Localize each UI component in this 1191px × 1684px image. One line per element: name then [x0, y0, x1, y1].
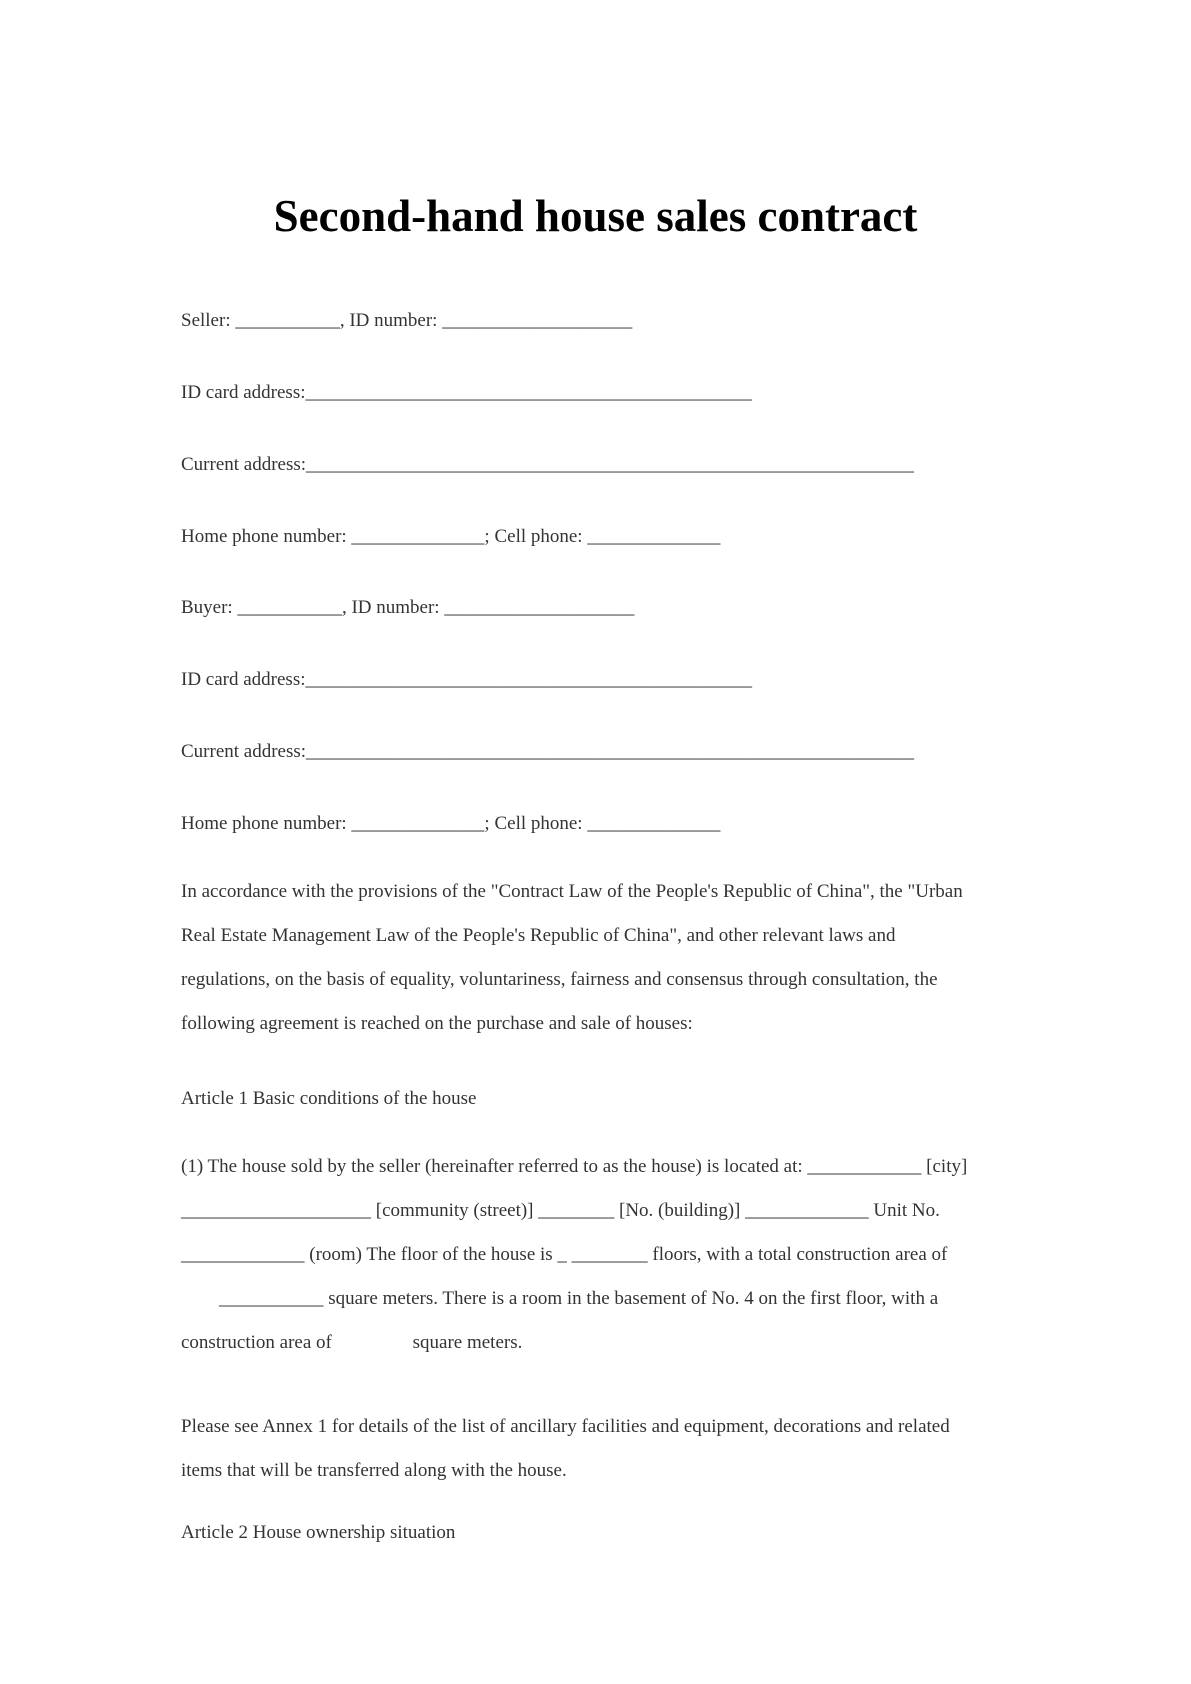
preamble-line: following agreement is reached on the purchase and sale of houses: — [181, 1013, 693, 1034]
seller-name-line: Seller: ___________, ID number: ____________________ — [181, 310, 633, 331]
article1-clause1-paragraph — [181, 1145, 1021, 1365]
annex-line: items that will be transferred along with the house. — [181, 1460, 567, 1481]
annex-line: Please see Annex 1 for details of the list of ancillary facilities and equipment, decorations and related — [181, 1416, 950, 1437]
clause-line: ___________ square meters. There is a room in the basement of No. 4 on the first floor, with a — [181, 1288, 939, 1309]
buyer-current-address-line: Current address:________________________________________________________________ — [181, 741, 915, 762]
document-title: Second-hand house sales contract — [273, 191, 918, 241]
annex-paragraph — [181, 1405, 1021, 1493]
preamble-line: In accordance with the provisions of the "Contract Law of the People's Republic of China", the "Urban — [181, 881, 963, 902]
clause-line: construction area of square meters. — [181, 1332, 523, 1353]
article2-heading: Article 2 House ownership situation — [181, 1522, 456, 1543]
preamble-line: Real Estate Management Law of the People's Republic of China", and other relevant laws and — [181, 925, 896, 946]
clause-line: ____________________ [community (street)] ________ [No. (building)] _____________ Unit No. — [181, 1200, 940, 1221]
seller-current-address-line: Current address:________________________________________________________________ — [181, 454, 915, 475]
clause-line: (1) The house sold by the seller (hereinafter referred to as the house) is located at: ____________ [city] — [181, 1156, 968, 1177]
buyer-phone-line: Home phone number: ______________; Cell phone: ______________ — [181, 813, 721, 834]
clause-line: _____________ (room) The floor of the house is _ ________ floors, with a total construction area of — [181, 1244, 948, 1265]
seller-phone-line: Home phone number: ______________; Cell phone: ______________ — [181, 526, 721, 547]
article1-heading: Article 1 Basic conditions of the house — [181, 1088, 477, 1109]
buyer-id-address-line: ID card address:_______________________________________________ — [181, 669, 753, 690]
seller-id-address-line: ID card address:_______________________________________________ — [181, 382, 753, 403]
preamble-paragraph — [181, 870, 1021, 1046]
preamble-line: regulations, on the basis of equality, voluntariness, fairness and consensus through consultation, the — [181, 969, 938, 990]
buyer-name-line: Buyer: ___________, ID number: ____________________ — [181, 597, 635, 618]
